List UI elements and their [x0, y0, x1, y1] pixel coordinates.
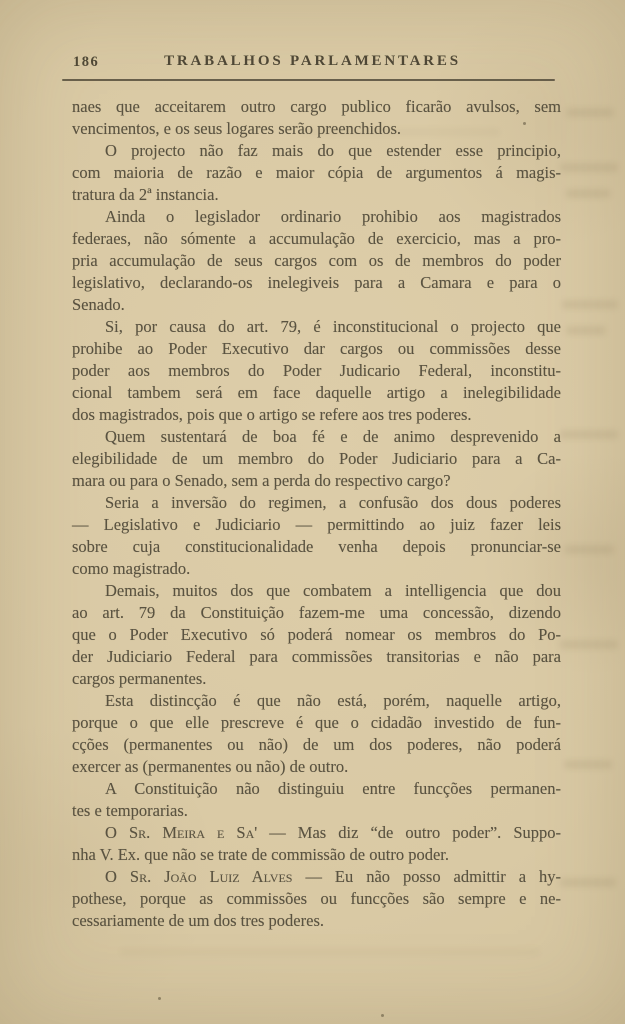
text-line: der Judiciario Federal para commissões transitorias e não para [72, 647, 561, 666]
page-number: 186 [73, 54, 100, 70]
paragraph [72, 778, 561, 822]
page-showthrough [566, 189, 610, 198]
page-body [72, 96, 561, 932]
text-line: Si, por causa do art. 79, é inconstitucional o projecto que [105, 317, 561, 336]
paragraph [72, 580, 561, 690]
text-line: pria accumulação de seus cargos com os de membros do poder [72, 251, 561, 270]
text-line: cções (permanentes ou não) de um dos poderes, não poderá [72, 735, 561, 754]
paragraph [72, 866, 561, 932]
text-line: Senado. [72, 295, 125, 314]
text-line: legislativo, declarando-os inelegiveis para a Camara e para o [72, 273, 561, 292]
ink-speck [381, 1014, 384, 1017]
page-showthrough [564, 545, 614, 554]
text-line: poder aos membros do Poder Judicario Federal, inconstitu- [72, 361, 561, 380]
text-line: federaes, não sómente a accumulação de exercicio, mas a pro- [72, 229, 561, 248]
text-line: ao art. 79 da Constituição fazem-me uma concessão, dizendo [72, 603, 561, 622]
page-showthrough [566, 108, 614, 117]
page-showthrough [562, 300, 618, 309]
text-segment: — Mas diz “de outro poder”. Suppo- [257, 823, 561, 842]
text-line: Ainda o legislador ordinario prohibio aos magistrados [105, 207, 561, 226]
text-line: vencimentos, e os seus logares serão preenchidos. [72, 119, 401, 138]
text-line [72, 866, 561, 888]
text-line: dos magistrados, pois que o artigo se refere aos tres poderes. [72, 405, 472, 424]
text-line: Seria a inversão do regimen, a confusão dos dous poderes [105, 493, 561, 512]
text-line: Esta distincção é que não está, porém, naquelle artigo, [105, 691, 561, 710]
ink-speck [158, 997, 161, 1000]
speaker-name: Sr. João Luiz Alves [129, 867, 293, 886]
page-header [0, 52, 625, 74]
text-line: tes e temporarias. [72, 801, 188, 820]
text-line: com maioria de razão e maior cópia de argumentos á magis- [72, 163, 561, 182]
text-line: pothese, porque as commissões ou funcções são sempre e ne- [72, 889, 561, 908]
text-line: Demais, muitos dos que combatem a intelligencia que dou [105, 581, 561, 600]
text-line: mara ou para o Senado, sem a perda do respectivo cargo? [72, 471, 451, 490]
text-segment: O [105, 867, 130, 886]
text-line: — Legislativo e Judiciario — permittindo ao juiz fazer leis [72, 515, 561, 534]
paragraph [72, 822, 561, 866]
text-line: A Constituição não distinguiu entre funcções permanen- [105, 779, 561, 798]
running-title: TRABALHOS PARLAMENTARES [164, 53, 461, 69]
page-showthrough [560, 878, 616, 887]
paragraph [72, 140, 561, 206]
paragraph [72, 492, 561, 580]
text-line: tratura da 2ª instancia. [72, 185, 219, 204]
text-line: como magistrado. [72, 559, 191, 578]
text-line [72, 822, 561, 844]
paragraph [72, 690, 561, 778]
page-showthrough [560, 430, 618, 439]
text-line: elegibilidade de um membro do Poder Judiciario para a Ca- [72, 449, 561, 468]
paragraph [72, 96, 561, 140]
text-segment: O [105, 823, 129, 842]
paragraph [72, 426, 561, 492]
text-line: naes que acceitarem outro cargo publico ficarão avulsos, sem [72, 97, 561, 116]
text-line: nha V. Ex. que não se trate de commissão de outro poder. [72, 845, 449, 864]
text-line: cional tambem será em face daquelle artigo a inelegibilidade [72, 383, 561, 402]
header-rule [62, 79, 555, 81]
page-showthrough [120, 948, 540, 956]
paragraph [72, 206, 561, 316]
text-line: porque o que elle prescreve é que o cidadão investido de fun- [72, 713, 561, 732]
speaker-name: Sr. Meira e Sa' [128, 823, 258, 842]
page-showthrough [566, 326, 606, 335]
text-line: exercer as (permanentes ou não) de outro. [72, 757, 349, 776]
text-line: prohibe ao Poder Executivo dar cargos ou commissões desse [72, 339, 561, 358]
paragraph [72, 316, 561, 426]
text-segment: — Eu não posso admittir a hy- [292, 867, 562, 886]
text-line: cessariamente de um dos tres poderes. [72, 911, 324, 930]
text-line: que o Poder Executivo só poderá nomear os membros do Po- [72, 625, 561, 644]
text-line: O projecto não faz mais do que estender esse principio, [105, 141, 561, 160]
text-line: Quem sustentará de boa fé e de animo desprevenido a [105, 427, 561, 446]
text-line: sobre cuja constitucionalidade venha depois pronunciar-se [72, 537, 561, 556]
page-showthrough [560, 163, 618, 172]
text-line: cargos permanentes. [72, 669, 207, 688]
page-showthrough [560, 640, 618, 649]
page-showthrough [564, 760, 612, 769]
